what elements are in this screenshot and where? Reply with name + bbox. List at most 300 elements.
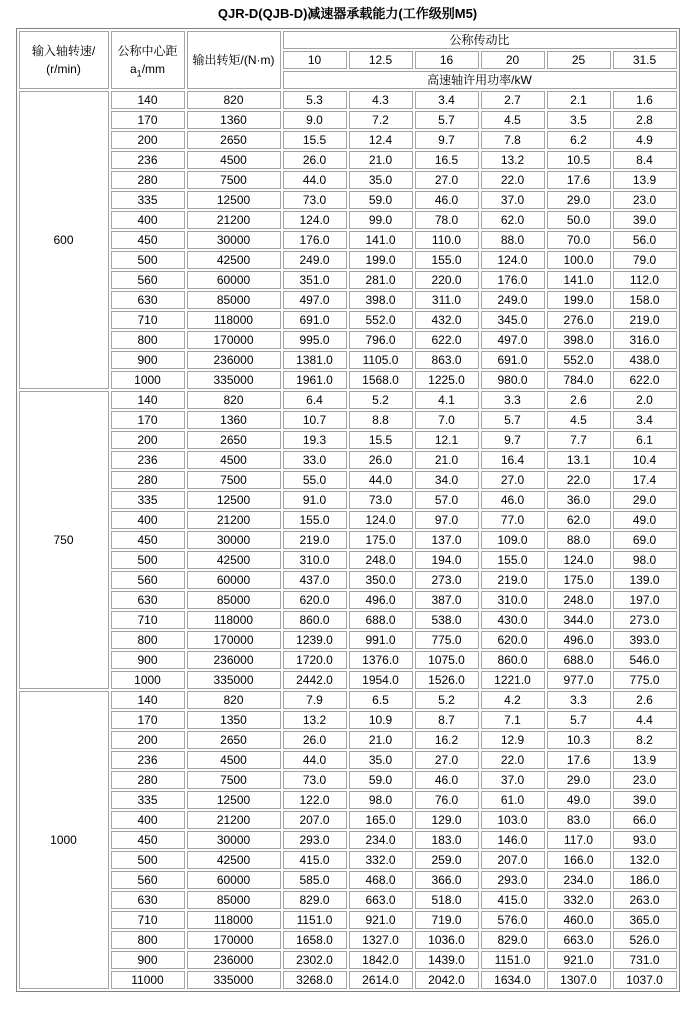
power-cell: 12.9 xyxy=(481,731,545,749)
power-cell: 5.3 xyxy=(283,91,347,109)
center-distance-cell: 400 xyxy=(111,511,185,529)
power-cell: 21.0 xyxy=(349,731,413,749)
center-distance-cell: 280 xyxy=(111,471,185,489)
output-torque-cell: 30000 xyxy=(187,531,281,549)
power-cell: 10.7 xyxy=(283,411,347,429)
center-distance-cell: 560 xyxy=(111,871,185,889)
table-row xyxy=(19,671,677,689)
power-cell: 99.0 xyxy=(349,211,413,229)
power-cell: 10.9 xyxy=(349,711,413,729)
capacity-table xyxy=(16,28,680,992)
power-cell: 1.6 xyxy=(613,91,677,109)
power-cell: 46.0 xyxy=(415,191,479,209)
center-distance-cell: 236 xyxy=(111,151,185,169)
power-cell: 194.0 xyxy=(415,551,479,569)
output-torque-cell: 170000 xyxy=(187,331,281,349)
power-cell: 155.0 xyxy=(415,251,479,269)
power-cell: 784.0 xyxy=(547,371,611,389)
power-cell: 69.0 xyxy=(613,531,677,549)
power-cell: 731.0 xyxy=(613,951,677,969)
input-speed-cell: 1000 xyxy=(19,691,109,989)
power-cell: 19.3 xyxy=(283,431,347,449)
center-distance-cell: 280 xyxy=(111,771,185,789)
power-cell: 35.0 xyxy=(349,751,413,769)
output-torque-cell: 4500 xyxy=(187,151,281,169)
table-row xyxy=(19,331,677,349)
power-cell: 59.0 xyxy=(349,771,413,789)
table-row xyxy=(19,791,677,809)
power-cell: 4.3 xyxy=(349,91,413,109)
power-cell: 22.0 xyxy=(481,751,545,769)
power-cell: 39.0 xyxy=(613,211,677,229)
header-ratio-16: 16 xyxy=(415,51,479,69)
power-cell: 29.0 xyxy=(547,771,611,789)
power-cell: 59.0 xyxy=(349,191,413,209)
center-distance-cell: 710 xyxy=(111,611,185,629)
power-cell: 13.2 xyxy=(481,151,545,169)
power-cell: 1526.0 xyxy=(415,671,479,689)
power-cell: 2042.0 xyxy=(415,971,479,989)
table-row xyxy=(19,871,677,889)
table-row xyxy=(19,471,677,489)
power-cell: 273.0 xyxy=(613,611,677,629)
power-cell: 1151.0 xyxy=(481,951,545,969)
power-cell: 15.5 xyxy=(349,431,413,449)
table-row xyxy=(19,951,677,969)
power-cell: 432.0 xyxy=(415,311,479,329)
output-torque-cell: 335000 xyxy=(187,371,281,389)
power-cell: 37.0 xyxy=(481,191,545,209)
center-distance-cell: 1000 xyxy=(111,671,185,689)
output-torque-cell: 4500 xyxy=(187,751,281,769)
power-cell: 16.5 xyxy=(415,151,479,169)
power-cell: 13.9 xyxy=(613,171,677,189)
table-row xyxy=(19,711,677,729)
power-cell: 16.4 xyxy=(481,451,545,469)
power-cell: 663.0 xyxy=(349,891,413,909)
center-distance-cell: 500 xyxy=(111,851,185,869)
power-cell: 35.0 xyxy=(349,171,413,189)
power-cell: 46.0 xyxy=(415,771,479,789)
power-cell: 4.5 xyxy=(481,111,545,129)
header-center-distance xyxy=(111,31,185,89)
power-cell: 9.0 xyxy=(283,111,347,129)
power-cell: 17.6 xyxy=(547,171,611,189)
power-cell: 1954.0 xyxy=(349,671,413,689)
center-distance-cell: 630 xyxy=(111,291,185,309)
power-cell: 1842.0 xyxy=(349,951,413,969)
table-row xyxy=(19,411,677,429)
power-cell: 977.0 xyxy=(547,671,611,689)
power-cell: 248.0 xyxy=(349,551,413,569)
power-cell: 415.0 xyxy=(481,891,545,909)
table-row xyxy=(19,571,677,589)
power-cell: 73.0 xyxy=(349,491,413,509)
center-distance-cell: 500 xyxy=(111,551,185,569)
power-cell: 124.0 xyxy=(547,551,611,569)
power-cell: 775.0 xyxy=(415,631,479,649)
power-cell: 27.0 xyxy=(415,751,479,769)
power-cell: 139.0 xyxy=(613,571,677,589)
power-cell: 21.0 xyxy=(349,151,413,169)
center-distance-cell: 170 xyxy=(111,711,185,729)
output-torque-cell: 60000 xyxy=(187,271,281,289)
power-cell: 219.0 xyxy=(613,311,677,329)
power-cell: 775.0 xyxy=(613,671,677,689)
center-distance-cell: 200 xyxy=(111,131,185,149)
input-speed-cell: 750 xyxy=(19,391,109,689)
power-cell: 393.0 xyxy=(613,631,677,649)
center-distance-cell: 450 xyxy=(111,831,185,849)
center-distance-cell: 335 xyxy=(111,491,185,509)
table-row xyxy=(19,511,677,529)
page-title: QJR-D(QJB-D)减速器承载能力(工作级别M5) xyxy=(217,6,478,21)
center-distance-cell: 140 xyxy=(111,91,185,109)
power-cell: 16.2 xyxy=(415,731,479,749)
center-distance-cell: 560 xyxy=(111,271,185,289)
table-row xyxy=(19,251,677,269)
power-cell: 497.0 xyxy=(481,331,545,349)
power-cell: 175.0 xyxy=(349,531,413,549)
power-cell: 921.0 xyxy=(547,951,611,969)
table-row xyxy=(19,171,677,189)
power-cell: 1307.0 xyxy=(547,971,611,989)
table-row xyxy=(19,231,677,249)
power-cell: 351.0 xyxy=(283,271,347,289)
center-distance-cell: 170 xyxy=(111,111,185,129)
table-row xyxy=(19,191,677,209)
center-distance-cell: 800 xyxy=(111,931,185,949)
power-cell: 4.2 xyxy=(481,691,545,709)
power-cell: 8.8 xyxy=(349,411,413,429)
center-distance-cell: 140 xyxy=(111,691,185,709)
power-cell: 1151.0 xyxy=(283,911,347,929)
power-cell: 980.0 xyxy=(481,371,545,389)
power-cell: 293.0 xyxy=(481,871,545,889)
power-cell: 5.2 xyxy=(349,391,413,409)
table-row xyxy=(19,131,677,149)
table-row xyxy=(19,831,677,849)
power-cell: 496.0 xyxy=(547,631,611,649)
power-cell: 2614.0 xyxy=(349,971,413,989)
table-row xyxy=(19,311,677,329)
power-cell: 1439.0 xyxy=(415,951,479,969)
power-cell: 398.0 xyxy=(547,331,611,349)
power-cell: 33.0 xyxy=(283,451,347,469)
power-cell: 27.0 xyxy=(415,171,479,189)
power-cell: 538.0 xyxy=(415,611,479,629)
power-cell: 8.4 xyxy=(613,151,677,169)
output-torque-cell: 4500 xyxy=(187,451,281,469)
power-cell: 26.0 xyxy=(283,151,347,169)
power-cell: 585.0 xyxy=(283,871,347,889)
power-cell: 7.7 xyxy=(547,431,611,449)
output-torque-cell: 42500 xyxy=(187,851,281,869)
power-cell: 1225.0 xyxy=(415,371,479,389)
center-distance-cell: 335 xyxy=(111,791,185,809)
power-cell: 49.0 xyxy=(547,791,611,809)
power-cell: 310.0 xyxy=(481,591,545,609)
power-cell: 1239.0 xyxy=(283,631,347,649)
table-row xyxy=(19,211,677,229)
power-cell: 155.0 xyxy=(481,551,545,569)
power-cell: 332.0 xyxy=(349,851,413,869)
output-torque-cell: 170000 xyxy=(187,931,281,949)
power-cell: 691.0 xyxy=(283,311,347,329)
power-cell: 199.0 xyxy=(547,291,611,309)
power-cell: 49.0 xyxy=(613,511,677,529)
power-cell: 29.0 xyxy=(613,491,677,509)
power-cell: 122.0 xyxy=(283,791,347,809)
power-cell: 249.0 xyxy=(283,251,347,269)
header-input-speed-line1: 输入轴转速/ xyxy=(31,44,96,58)
power-cell: 17.4 xyxy=(613,471,677,489)
center-distance-cell: 335 xyxy=(111,191,185,209)
power-cell: 1568.0 xyxy=(349,371,413,389)
output-torque-cell: 85000 xyxy=(187,291,281,309)
power-cell: 1037.0 xyxy=(613,971,677,989)
center-distance-cell: 200 xyxy=(111,431,185,449)
table-row xyxy=(19,531,677,549)
power-cell: 141.0 xyxy=(349,231,413,249)
table-row xyxy=(19,931,677,949)
power-cell: 6.1 xyxy=(613,431,677,449)
power-cell: 15.5 xyxy=(283,131,347,149)
power-cell: 1105.0 xyxy=(349,351,413,369)
power-cell: 6.2 xyxy=(547,131,611,149)
power-cell: 7.2 xyxy=(349,111,413,129)
power-cell: 12.4 xyxy=(349,131,413,149)
power-cell: 688.0 xyxy=(547,651,611,669)
power-cell: 44.0 xyxy=(349,471,413,489)
power-cell: 345.0 xyxy=(481,311,545,329)
power-cell: 248.0 xyxy=(547,591,611,609)
power-cell: 7.0 xyxy=(415,411,479,429)
power-cell: 66.0 xyxy=(613,811,677,829)
power-cell: 438.0 xyxy=(613,351,677,369)
center-distance-cell: 500 xyxy=(111,251,185,269)
power-cell: 10.4 xyxy=(613,451,677,469)
table-row xyxy=(19,111,677,129)
center-distance-cell: 236 xyxy=(111,751,185,769)
table-row xyxy=(19,91,677,109)
center-distance-cell: 236 xyxy=(111,451,185,469)
power-cell: 316.0 xyxy=(613,331,677,349)
power-cell: 93.0 xyxy=(613,831,677,849)
power-cell: 5.2 xyxy=(415,691,479,709)
power-cell: 350.0 xyxy=(349,571,413,589)
power-cell: 165.0 xyxy=(349,811,413,829)
power-cell: 2.7 xyxy=(481,91,545,109)
power-cell: 132.0 xyxy=(613,851,677,869)
power-cell: 10.3 xyxy=(547,731,611,749)
power-cell: 4.4 xyxy=(613,711,677,729)
power-cell: 387.0 xyxy=(415,591,479,609)
power-cell: 622.0 xyxy=(415,331,479,349)
power-cell: 22.0 xyxy=(481,171,545,189)
output-torque-cell: 820 xyxy=(187,91,281,109)
header-ratio-31-5: 31.5 xyxy=(613,51,677,69)
center-distance-cell: 280 xyxy=(111,171,185,189)
power-cell: 91.0 xyxy=(283,491,347,509)
power-cell: 7.1 xyxy=(481,711,545,729)
power-cell: 34.0 xyxy=(415,471,479,489)
power-cell: 1961.0 xyxy=(283,371,347,389)
power-cell: 26.0 xyxy=(349,451,413,469)
power-cell: 860.0 xyxy=(481,651,545,669)
power-cell: 88.0 xyxy=(481,231,545,249)
power-cell: 991.0 xyxy=(349,631,413,649)
power-cell: 2302.0 xyxy=(283,951,347,969)
output-torque-cell: 60000 xyxy=(187,571,281,589)
center-distance-cell: 900 xyxy=(111,351,185,369)
power-cell: 2442.0 xyxy=(283,671,347,689)
header-input-speed xyxy=(19,31,109,89)
output-torque-cell: 12500 xyxy=(187,791,281,809)
center-distance-subscript: 1 xyxy=(136,68,142,79)
power-cell: 2.6 xyxy=(613,691,677,709)
power-cell: 220.0 xyxy=(415,271,479,289)
input-speed-cell: 600 xyxy=(19,91,109,389)
power-cell: 207.0 xyxy=(481,851,545,869)
header-ratio-25: 25 xyxy=(547,51,611,69)
power-cell: 62.0 xyxy=(481,211,545,229)
power-cell: 44.0 xyxy=(283,751,347,769)
table-row xyxy=(19,691,677,709)
power-cell: 3.3 xyxy=(481,391,545,409)
power-cell: 141.0 xyxy=(547,271,611,289)
power-cell: 77.0 xyxy=(481,511,545,529)
power-cell: 460.0 xyxy=(547,911,611,929)
power-cell: 3.4 xyxy=(415,91,479,109)
power-cell: 124.0 xyxy=(481,251,545,269)
power-cell: 199.0 xyxy=(349,251,413,269)
output-torque-cell: 2650 xyxy=(187,131,281,149)
output-torque-cell: 21200 xyxy=(187,811,281,829)
power-cell: 70.0 xyxy=(547,231,611,249)
center-distance-cell: 800 xyxy=(111,631,185,649)
power-cell: 829.0 xyxy=(481,931,545,949)
power-cell: 518.0 xyxy=(415,891,479,909)
output-torque-cell: 21200 xyxy=(187,211,281,229)
table-row xyxy=(19,591,677,609)
table-row xyxy=(19,771,677,789)
header-ratio-20: 20 xyxy=(481,51,545,69)
center-distance-cell: 630 xyxy=(111,891,185,909)
table-row xyxy=(19,851,677,869)
power-cell: 175.0 xyxy=(547,571,611,589)
table-row xyxy=(19,971,677,989)
power-cell: 552.0 xyxy=(349,311,413,329)
power-cell: 146.0 xyxy=(481,831,545,849)
center-distance-cell: 560 xyxy=(111,571,185,589)
output-torque-cell: 60000 xyxy=(187,871,281,889)
table-header xyxy=(19,31,677,89)
output-torque-cell: 42500 xyxy=(187,551,281,569)
table-row xyxy=(19,431,677,449)
power-cell: 166.0 xyxy=(547,851,611,869)
power-cell: 7.8 xyxy=(481,131,545,149)
power-cell: 100.0 xyxy=(547,251,611,269)
power-cell: 21.0 xyxy=(415,451,479,469)
power-cell: 691.0 xyxy=(481,351,545,369)
power-cell: 4.1 xyxy=(415,391,479,409)
power-cell: 27.0 xyxy=(481,471,545,489)
output-torque-cell: 1350 xyxy=(187,711,281,729)
power-cell: 311.0 xyxy=(415,291,479,309)
power-cell: 61.0 xyxy=(481,791,545,809)
power-cell: 497.0 xyxy=(283,291,347,309)
power-cell: 29.0 xyxy=(547,191,611,209)
power-cell: 10.5 xyxy=(547,151,611,169)
power-cell: 430.0 xyxy=(481,611,545,629)
power-cell: 276.0 xyxy=(547,311,611,329)
power-cell: 197.0 xyxy=(613,591,677,609)
output-torque-cell: 85000 xyxy=(187,591,281,609)
power-cell: 398.0 xyxy=(349,291,413,309)
power-cell: 1221.0 xyxy=(481,671,545,689)
power-cell: 281.0 xyxy=(349,271,413,289)
power-cell: 273.0 xyxy=(415,571,479,589)
power-cell: 863.0 xyxy=(415,351,479,369)
power-cell: 50.0 xyxy=(547,211,611,229)
output-torque-cell: 820 xyxy=(187,391,281,409)
output-torque-cell: 118000 xyxy=(187,911,281,929)
power-cell: 526.0 xyxy=(613,931,677,949)
table-row xyxy=(19,731,677,749)
power-cell: 158.0 xyxy=(613,291,677,309)
power-cell: 23.0 xyxy=(613,191,677,209)
header-power-label: 高速轴许用功率/kW xyxy=(283,71,677,89)
power-cell: 6.4 xyxy=(283,391,347,409)
power-cell: 207.0 xyxy=(283,811,347,829)
power-cell: 98.0 xyxy=(349,791,413,809)
power-cell: 73.0 xyxy=(283,191,347,209)
output-torque-cell: 118000 xyxy=(187,311,281,329)
power-cell: 7.9 xyxy=(283,691,347,709)
power-cell: 137.0 xyxy=(415,531,479,549)
power-cell: 17.6 xyxy=(547,751,611,769)
output-torque-cell: 170000 xyxy=(187,631,281,649)
output-torque-cell: 335000 xyxy=(187,671,281,689)
power-cell: 46.0 xyxy=(481,491,545,509)
power-cell: 36.0 xyxy=(547,491,611,509)
table-row xyxy=(19,291,677,309)
center-distance-cell: 800 xyxy=(111,331,185,349)
output-torque-cell: 42500 xyxy=(187,251,281,269)
power-cell: 620.0 xyxy=(481,631,545,649)
power-cell: 9.7 xyxy=(415,131,479,149)
power-cell: 97.0 xyxy=(415,511,479,529)
output-torque-cell: 335000 xyxy=(187,971,281,989)
output-torque-cell: 236000 xyxy=(187,351,281,369)
power-cell: 26.0 xyxy=(283,731,347,749)
table-row xyxy=(19,391,677,409)
power-cell: 1720.0 xyxy=(283,651,347,669)
center-distance-cell: 450 xyxy=(111,231,185,249)
power-cell: 663.0 xyxy=(547,931,611,949)
power-cell: 1658.0 xyxy=(283,931,347,949)
power-cell: 3.5 xyxy=(547,111,611,129)
power-cell: 13.1 xyxy=(547,451,611,469)
power-cell: 860.0 xyxy=(283,611,347,629)
power-cell: 3.3 xyxy=(547,691,611,709)
power-cell: 4.5 xyxy=(547,411,611,429)
table-row xyxy=(19,151,677,169)
header-ratio-12-5: 12.5 xyxy=(349,51,413,69)
output-torque-cell: 12500 xyxy=(187,191,281,209)
power-cell: 344.0 xyxy=(547,611,611,629)
